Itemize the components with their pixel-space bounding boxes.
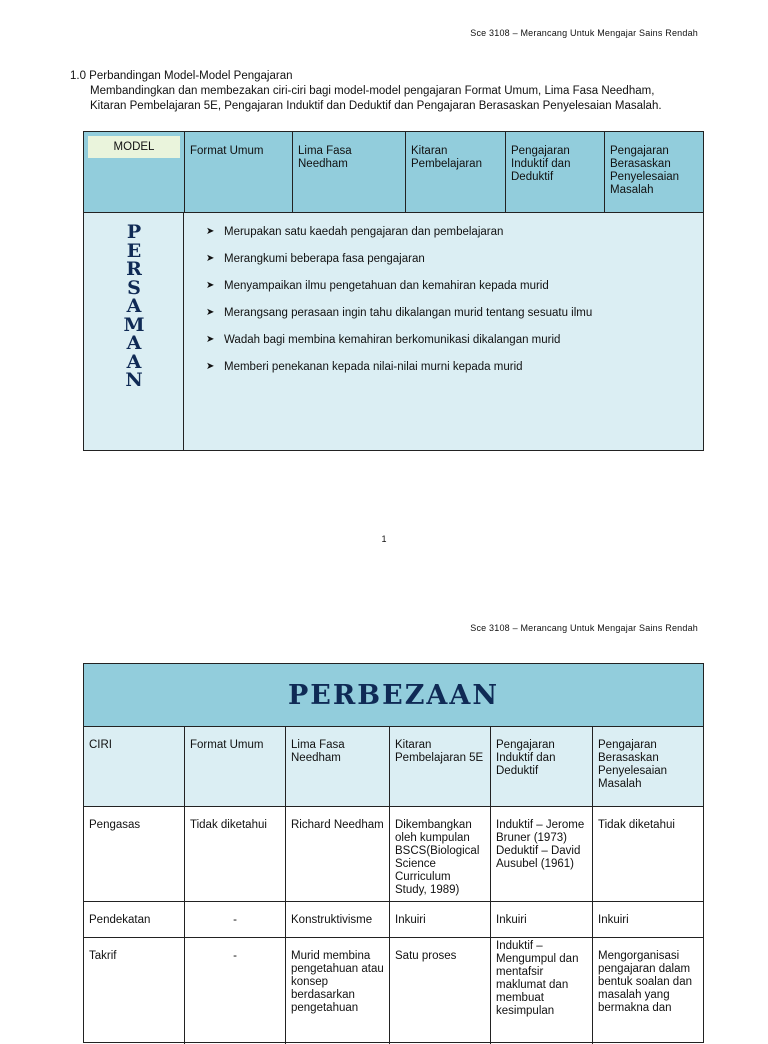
column-header: Format Umum [185, 727, 286, 806]
table-cell: Pengasas [84, 807, 185, 901]
page-header: Sce 3108 – Merancang Untuk Mengajar Sains Rendah [470, 623, 698, 633]
title-letter: E [126, 239, 142, 262]
table-cell: - [185, 938, 286, 1044]
table-header-row [84, 727, 703, 807]
list-item-text: Merangkumi beberapa fasa pengajaran [224, 253, 425, 265]
title-letter: S [127, 276, 141, 299]
column-header: Kitaran Pembelajaran [406, 132, 506, 212]
page-header: Sce 3108 – Merancang Untuk Mengajar Sains Rendah [470, 28, 698, 38]
persamaan-label-cell [84, 213, 184, 450]
column-header: Kitaran Pembelajaran 5E [390, 727, 491, 806]
table-cell: Satu proses [390, 938, 491, 1044]
arrow-bullet-icon: ➤ [206, 361, 215, 372]
similarity-list [206, 225, 696, 387]
list-item [206, 306, 696, 333]
title-letter: R [126, 258, 142, 280]
title-letter: P [126, 221, 142, 243]
list-item-text: Merangsang perasaan ingin tahu dikalangan murid tentang sesuatu ilmu [224, 307, 593, 319]
table-cell: Inkuiri [491, 902, 593, 937]
table-cell: Inkuiri [390, 902, 491, 937]
list-item [206, 252, 696, 279]
table-cell: Tidak diketahui [185, 807, 286, 901]
table-cell: Tidak diketahui [598, 819, 675, 831]
list-item [206, 225, 696, 252]
list-item-text: Wadah bagi membina kemahiran berkomunikasi dikalangan murid [224, 334, 561, 346]
table-cell: Induktif – Mengumpul dan mentafsir maklumat dan membuat kesimpulan [491, 938, 593, 1044]
difference-banner [84, 664, 703, 727]
model-label: MODEL [88, 136, 180, 158]
table-cell: Richard Needham [286, 807, 390, 901]
similarity-table [83, 131, 704, 451]
column-header: Lima Fasa Needham [293, 132, 406, 212]
title-letter: N [125, 369, 143, 391]
list-item-text: Menyampaikan ilmu pengetahuan dan kemahiran kepada murid [224, 280, 549, 292]
persamaan-vertical-title [84, 223, 184, 390]
list-item-text: Merupakan satu kaedah pengajaran dan pembelajaran [224, 226, 504, 238]
title-letter: M [123, 313, 145, 336]
table-header-row [84, 132, 703, 213]
table-cell: Pendekatan [84, 902, 185, 937]
intro-text-line: Kitaran Pembelajaran 5E, Pengajaran Induktif dan Deduktif dan Pengajaran Berasaskan Penyelesaian Masalah. [90, 100, 662, 112]
title-letter: A [126, 332, 142, 354]
table-cell: Murid membina pengetahuan atau konsep berdasarkan pengetahuan [286, 938, 390, 1044]
arrow-bullet-icon: ➤ [206, 334, 215, 345]
table-cell: Takrif [84, 938, 185, 1044]
list-item [206, 333, 696, 360]
list-item [206, 360, 696, 387]
column-header: Pengajaran Berasaskan Penyelesaian Masalah [598, 739, 668, 790]
list-item [206, 279, 696, 306]
similarity-body [84, 213, 703, 450]
title-letter: A [126, 295, 142, 317]
column-header: Pengajaran Induktif dan Deduktif [506, 132, 605, 212]
banner-title: PERBEZAAN [287, 680, 499, 711]
table-cell: Mengorganisasi pengajaran dalam bentuk soalan dan masalah yang bermakna dan [598, 950, 692, 1014]
section-title: 1.0 Perbandingan Model-Model Pengajaran [70, 70, 293, 82]
table-row [84, 902, 703, 938]
table-row [84, 938, 703, 1044]
page-number: 1 [381, 534, 387, 544]
arrow-bullet-icon: ➤ [206, 253, 215, 264]
arrow-bullet-icon: ➤ [206, 307, 215, 318]
table-cell: Konstruktivisme [286, 902, 390, 937]
column-header: CIRI [84, 727, 185, 806]
difference-table [83, 663, 704, 1043]
table-cell: Induktif – Jerome Bruner (1973) Deduktif – David Ausubel (1961) [491, 807, 593, 901]
intro-text-line: Membandingkan dan membezakan ciri-ciri bagi model-model pengajaran Format Umum, Lima Fasa Needham, [90, 85, 655, 97]
column-header: Lima Fasa Needham [286, 727, 390, 806]
column-header: Format Umum [185, 132, 293, 212]
arrow-bullet-icon: ➤ [206, 280, 215, 291]
model-header-cell [84, 132, 185, 212]
column-header: Pengajaran Berasaskan Penyelesaian Masalah [610, 145, 680, 196]
intro-section [70, 69, 710, 114]
column-header: Pengajaran Induktif dan Deduktif [491, 727, 593, 806]
arrow-bullet-icon: ➤ [206, 226, 215, 237]
table-cell: Dikembangkan oleh kumpulan BSCS(Biological Science Curriculum Study, 1989) [390, 807, 491, 901]
table-cell: - [185, 902, 286, 937]
table-cell: Inkuiri [598, 914, 629, 926]
list-item-text: Memberi penekanan kepada nilai-nilai murni kepada murid [224, 361, 523, 373]
title-letter: A [126, 350, 142, 373]
table-row [84, 807, 703, 902]
